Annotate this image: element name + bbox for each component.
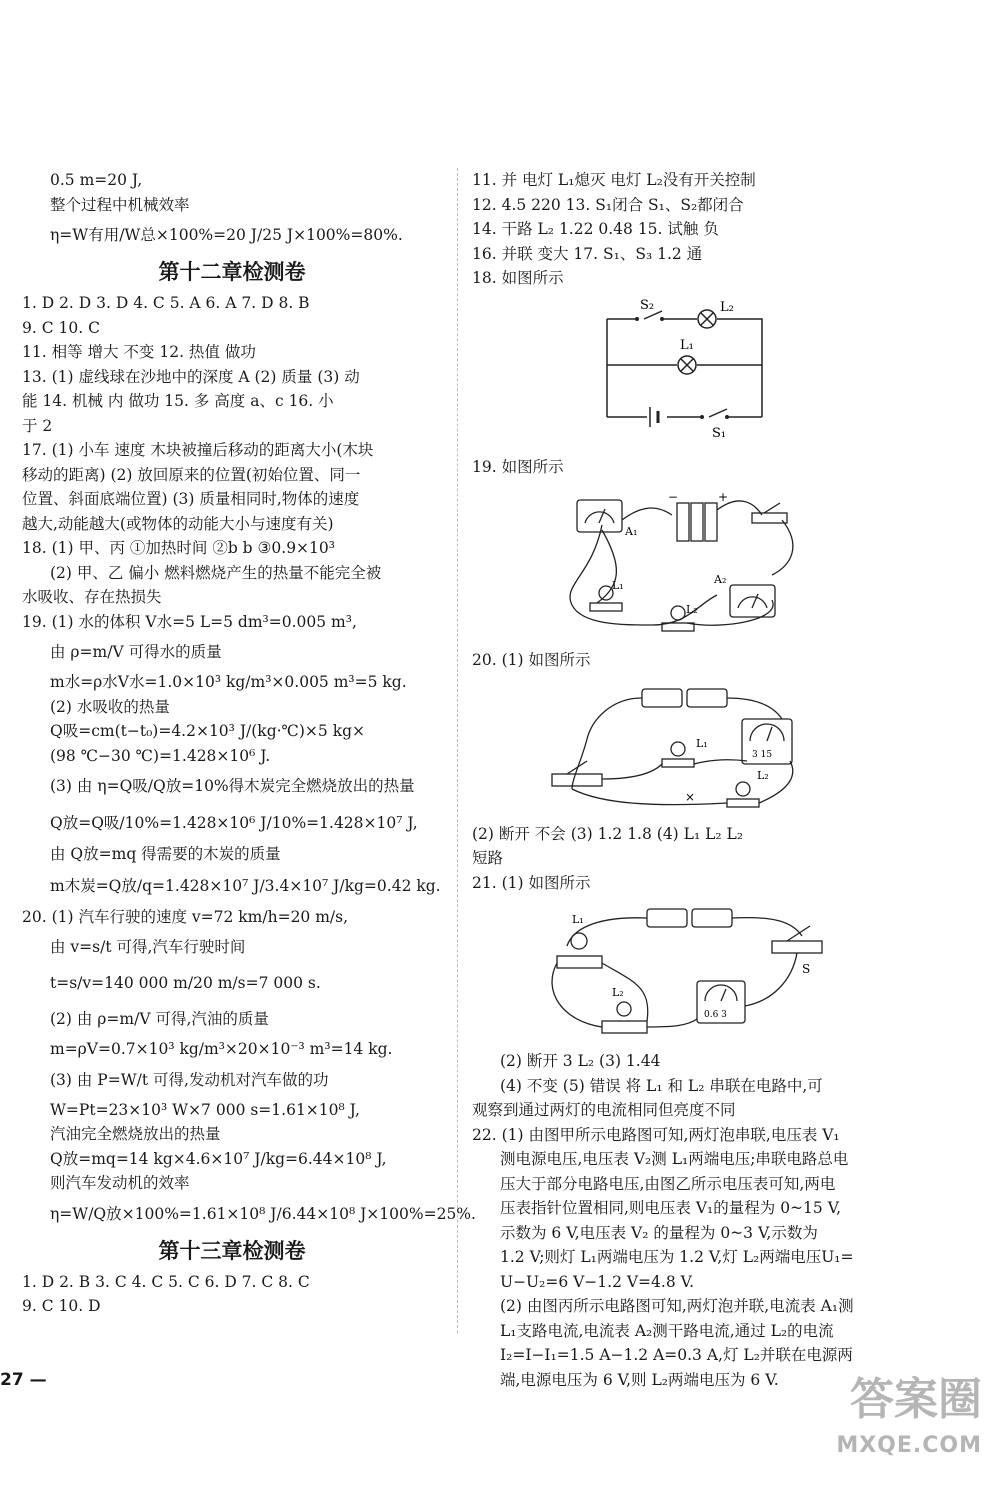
- text-line: 汽油完全燃烧放出的热量: [50, 1125, 221, 1143]
- text-line: 18. (1) 甲、丙 ①加热时间 ②b b ③0.9×10³: [22, 539, 335, 557]
- right-column: [472, 168, 892, 1392]
- text-line: 11. 并 电灯 L₁熄灭 电灯 L₂没有开关控制: [472, 171, 756, 189]
- text-line: 由 Q放=mq 得需要的木炭的质量: [50, 845, 281, 863]
- label-s: S: [802, 962, 811, 976]
- label-s1: S₁: [712, 425, 727, 441]
- text-line: 9. C 10. C: [22, 318, 100, 337]
- label-cross: ×: [685, 789, 696, 804]
- text-line: 14. 干路 L₂ 1.22 0.48 15. 试触 负: [472, 220, 719, 238]
- text-line: (4) 不变 (5) 错误 将 L₁ 和 L₂ 串联在电路中,可: [500, 1076, 823, 1095]
- text-line: 11. 相等 增大 不变 12. 热值 做功: [22, 343, 256, 361]
- text-line: 短路: [472, 849, 504, 867]
- text-line: 16. 并联 变大 17. S₁、S₃ 1.2 通: [472, 244, 703, 263]
- formula-line: η=W/Q放×100%=1.61×10⁸ J/6.44×10⁸ J×100%=25%.: [50, 1204, 476, 1223]
- text-line: 22. (1) 由图甲所示电路图可知,两灯泡串联,电压表 V₁: [472, 1125, 840, 1144]
- column-divider: [457, 168, 458, 1333]
- label-a2: A₂: [714, 573, 727, 586]
- text-line: 0.5 m=20 J,: [50, 171, 143, 189]
- text-line: 1.2 V;则灯 L₁两端电压为 1.2 V,灯 L₂两端电压U₁=: [500, 1248, 854, 1266]
- watermark: [836, 1374, 982, 1469]
- text-line: I₂=I−I₁=1.5 A−1.2 A=0.3 A,灯 L₂并联在电源两: [500, 1346, 853, 1364]
- formula-line: m木炭=Q放/q=1.428×10⁷ J/3.4×10⁷ J/kg=0.42 kg.: [50, 876, 441, 895]
- text-line: 19. (1) 水的体积 V水=5 L=5 dm³=0.005 m³,: [22, 612, 357, 631]
- circuit-diagram-18: [472, 297, 892, 447]
- left-column: [22, 168, 476, 1319]
- text-line: (2) 甲、乙 偏小 燃料燃烧产生的热量不能完全被: [50, 563, 382, 582]
- watermark-url: MXQE.COM: [836, 1433, 982, 1458]
- formula-line: m=ρV=0.7×10³ kg/m³×20×10⁻³ m³=14 kg.: [50, 1040, 393, 1058]
- text-line: 18. 如图所示: [472, 269, 564, 287]
- label-l1: L₁: [572, 913, 584, 926]
- label-l1: L₁: [696, 736, 708, 750]
- text-line: 19. 如图所示: [472, 457, 564, 476]
- text-line: 1. D 2. B 3. C 4. C 5. C 6. D 7. C 8. C: [22, 1272, 310, 1291]
- formula-line: η=W有用/W总×100%=20 J/25 J×100%=80%.: [50, 226, 403, 244]
- formula-line: W=Pt=23×10³ W×7 000 s=1.61×10⁸ J,: [50, 1100, 360, 1119]
- formula-line: (2) 由 ρ=m/V 可得,汽油的质量: [50, 1010, 269, 1028]
- formula-line: (3) 由 P=W/t 可得,发动机对汽车做的功: [50, 1070, 329, 1089]
- text-line: (2) 断开 不会 (3) 1.2 1.8 (4) L₁ L₂ L₂: [472, 824, 744, 843]
- text-line: 1. D 2. D 3. D 4. C 5. A 6. A 7. D 8. B: [22, 294, 310, 312]
- text-line: 20. (1) 汽车行驶的速度 v=72 km/h=20 m/s,: [22, 907, 349, 926]
- text-line: L₁支路电流,电流表 A₂测干路电流,通过 L₂的电流: [500, 1321, 834, 1340]
- meter-scale: 0.6 3: [704, 1010, 727, 1020]
- text-line: 测电源电压,电压表 V₂测 L₁两端电压;串联电路总电: [500, 1150, 849, 1168]
- text-line: U−U₂=6 V−1.2 V=4.8 V.: [500, 1272, 695, 1291]
- label-s2: S₂: [640, 297, 655, 313]
- text-line: 位置、斜面底端位置) (3) 质量相同时,物体的速度: [22, 490, 360, 508]
- formula-line: Q放=Q吸/10%=1.428×10⁶ J/10%=1.428×10⁷ J,: [50, 814, 418, 832]
- label-l2: L₂: [757, 768, 769, 782]
- text-line: 能 14. 机械 内 做功 15. 多 高度 a、c 16. 小: [22, 392, 334, 410]
- formula-line: Q吸=cm(t−t₀)=4.2×10³ J/(kg·℃)×5 kg×: [50, 722, 366, 740]
- label-minus: −: [668, 490, 679, 504]
- label-l2: L₂: [612, 986, 624, 999]
- text-line: 20. (1) 如图所示: [472, 651, 591, 669]
- label-a1: A₁: [625, 525, 638, 538]
- text-line: 越大,动能越大(或物体的动能大小与速度有关): [22, 514, 334, 533]
- formula-line: (3) 由 η=Q吸/Q放=10%得木炭完全燃烧放出的热量: [50, 777, 415, 795]
- text-line: 12. 4.5 220 13. S₁闭合 S₁、S₂都闭合: [472, 195, 744, 214]
- label-l1: L₁: [612, 579, 624, 592]
- text-line: 整个过程中机械效率: [50, 195, 190, 214]
- label-l1: L₁: [680, 337, 694, 353]
- formula-line: (98 ℃−30 ℃)=1.428×10⁶ J.: [50, 746, 271, 765]
- page-number: 27 —: [0, 1370, 47, 1390]
- chapter-12-heading: 第十二章检测卷: [158, 260, 306, 284]
- text-line: 示数为 6 V,电压表 V₂ 的量程为 0~3 V,示数为: [500, 1223, 818, 1242]
- text-line: 移动的距离) (2) 放回原来的位置(初始位置、同一: [22, 465, 361, 484]
- text-line: 21. (1) 如图所示: [472, 873, 591, 892]
- text-line: 17. (1) 小车 速度 木块被撞后移动的距离大小(木块: [22, 441, 374, 459]
- formula-line: 由 ρ=m/V 可得水的质量: [50, 643, 222, 661]
- circuit-drawing-21: [472, 901, 892, 1041]
- formula-line: t=s/v=140 000 m/20 m/s=7 000 s.: [50, 974, 321, 992]
- label-plus: +: [718, 490, 729, 504]
- formula-line: Q放=mq=14 kg×4.6×10⁷ J/kg=6.44×10⁸ J,: [50, 1149, 387, 1168]
- text-line: (2) 水吸收的热量: [50, 697, 170, 716]
- chapter-13-heading: 第十三章检测卷: [158, 1238, 306, 1263]
- text-line: 水吸收、存在热损失: [22, 588, 162, 606]
- text-line: 13. (1) 虚线球在沙地中的深度 A (2) 质量 (3) 动: [22, 367, 360, 386]
- text-line: 观察到通过两灯的电流相同但亮度不同: [472, 1101, 736, 1119]
- text-line: 压表指针位置相同,则电压表 V₁的量程为 0~15 V,: [500, 1199, 842, 1217]
- meter-scale: 3 15: [752, 749, 773, 760]
- circuit-drawing-19: [472, 485, 892, 640]
- label-l2: L₂: [686, 603, 698, 616]
- label-l2: L₂: [720, 299, 734, 315]
- text-line: 压大于部分电路电压,由图乙所示电压表可知,两电: [500, 1174, 836, 1193]
- circuit-drawing-20: [472, 679, 892, 814]
- text-line: (2) 由图丙所示电路图可知,两灯泡并联,电流表 A₁测: [500, 1297, 854, 1315]
- text-line: 于 2: [22, 416, 53, 435]
- text-line: (2) 断开 3 L₂ (3) 1.44: [500, 1052, 661, 1070]
- text-line: 端,电源电压为 6 V,则 L₂两端电压为 6 V.: [500, 1370, 779, 1389]
- text-line: 9. C 10. D: [22, 1297, 101, 1315]
- formula-line: 由 v=s/t 可得,汽车行驶时间: [50, 938, 246, 956]
- watermark-logo: 答案圈: [850, 1374, 982, 1425]
- formula-line: m水=ρ水V水=1.0×10³ kg/m³×0.005 m³=5 kg.: [50, 673, 407, 691]
- text-line: 则汽车发动机的效率: [50, 1174, 190, 1192]
